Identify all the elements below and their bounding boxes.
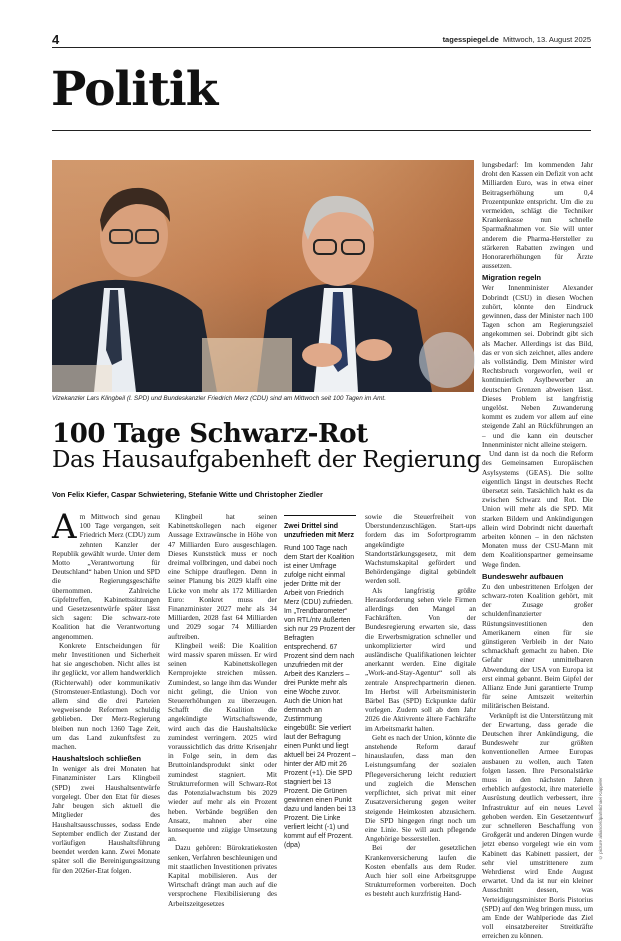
paragraph: Dazu gehören: Bürokratiekosten senken, Verfahren beschleunigen und mit staatlichen Investitionen privates Kapital mobilisieren. Aus der Wirtschaft drängt man auch auf die versprochene Flexibilisierung des Arbeitszeitgesetzes xyxy=(168,843,277,908)
photo-caption: Vizekanzler Lars Klingbeil (l. SPD) und Bundeskanzler Friedrich Merz (CDU) sind am Mittwoch seit 100 Tagen im Amt. xyxy=(52,395,386,402)
paragraph: Als langfristig größte Herausforderung sehen viele Firmen allerdings den Mangel an Fachkräften. Von der Bundesregierung erwarten sie, dass die Erwerbsmigration schneller und unkomplizierter wird und ausländische Qualifikationen leichter anerkannt werden. Eine digitale „Work-and-Stay-Agentur“ soll als zentrale Ansprechpartnerin dienen. Im Herbst will Arbeitsministerin Bärbel Bas (SPD) Eckpunkte dafür vorlegen. Zudem soll ab dem Jahr 2026 die Aktivrente ältere Fachkräfte im Arbeitsmarkt halten. xyxy=(365,585,476,733)
article-subhead: Das Hausaufgabenheft der Regierung xyxy=(52,447,481,473)
sidebar-title: Zwei Drittel sind unzufrieden mit Merz xyxy=(284,523,355,539)
paragraph: Klingbeil weiß: Die Koalition wird massiv sparen müssen. Er wird seinen Kabinettskollegen Kernprojekte streichen müssen. Zumindest, so lange ihm das Wunder nicht gelingt, die Union von Steuererhöhungen zu überzeugen. Schafft die Koalition die angekündigte Wirtschaftswende, wird auch das die Haushaltslücke zumindest verringern. 2025 wird voraussichtlich das dritte Krisenjahr in Folge sein, in dem das Bruttoinlandsprodukt sinkt oder zumindest stagniert. Mit Strukturreformen will Schwarz-Rot das Potenzialwachstum bis 2029 wieder auf mehr als ein Prozent heben. Verbände begrüßen den Ansatz, mahnen aber eine konsequente und zügige Umsetzung an. xyxy=(168,640,277,844)
header-divider xyxy=(52,47,591,48)
article-headline: 100 Tage Schwarz-Rot xyxy=(52,419,368,449)
article-byline: Von Felix Kiefer, Caspar Schwietering, Stefanie Witte und Christopher Ziedler xyxy=(52,490,323,499)
paragraph: Zu den unbestrittenen Erfolgen der schwarz-roten Koalition gehört, mit der Zusage großer schuldenfinanzierter Rüstungsinvestitionen den Amerikanern einen für sie günstigeren Verbleib in der Nato schmackhaft gemacht zu haben. Die Gefahr einer unmittelbaren Abwendung der USA von Europa ist erst einmal gebannt. Beim Gipfel der Allianz Ende Juni garantierte Trump für seine Amtszeit weiterhin militärischen Beistand. xyxy=(482,581,593,711)
paragraph: Verknüpft ist die Unterstützung mit der Erwartung, dass gerade die Deutschen ihrer Ankündigung, die Bundeswehr zur größten konventionellen Armee Europas ausbauen zu wollen, auch Taten folgen lassen. Ihre Personalstärke muss in den nächsten Jahren erheblich aufgestockt, ihre materielle Ausrüstung deutlich verbessert, ihre Infrastruktur auf ein neues Level gehoben werden. Ein Gesetzentwurf zur schnelleren Beschaffung von Großgerät und anderen Dingen wurde jetzt ebenso vorgelegt wie ein vom Kabinett das Kabinett passiert, der sehr viel umstrittenere zum Wehrdienst wird Ende August erwartet. Und da ist nur ein kleiner Ausschnitt dessen, was Verteidigungsminister Boris Pistorius (SPD) auf den Weg bringen muss, um am Ende der Wahlperiode das Ziel voll einsatzbereiter Streitkräfte erreichen zu können. xyxy=(482,710,593,941)
subheading-migration: Migration regeln xyxy=(482,273,542,283)
poll-sidebar xyxy=(284,522,356,850)
article-column-4 xyxy=(365,512,476,899)
paragraph: sowie die Steuerfreiheit von Überstundenzuschlägen. Start-ups fordern das im Sofortprogramm angekündigte Standortstärkungsgesetz, mit dem Wachstumskapital gefördert und Behördengänge digital gebündelt werden soll. xyxy=(365,512,476,586)
subheading-bundeswehr: Bundeswehr aufbauen xyxy=(482,571,564,581)
paragraph: lungsbedarf: Im kommenden Jahr droht den Kassen ein Defizit von acht Milliarden Euro, was in etwa einer Beitragserhöhung um 0,4 Prozentpunkte entspricht. Um die zu vermeiden, schlägt die Techniker Krankenkasse nun schnelle Sparmaßnahmen vor. Sie will unter anderem die Pharma-Hersteller zu stärkeren Rabatten zwingen und Honorarerhöhungen für Ärzte aussetzen. xyxy=(482,160,593,271)
subheading-budget: Haushaltsloch schließen xyxy=(52,754,142,764)
article-column-1 xyxy=(52,507,161,875)
paragraph: Konkrete Entscheidungen für mehr Investitionen und Sicherheit hat sie angeschoben. Nicht alles ist ihr geglückt, vor allem handwerklich (Richterwahl) oder kommunikativ (Stromsteuer-Entlastung). Doch vor allem sind die drei Parteien wegweisende Reformen schuldig geblieben. Der Merz-Regierung bleiben nun noch 1360 Tage Zeit, um das Land zukunftsfest zu machen. xyxy=(52,640,160,752)
article-column-5 xyxy=(482,160,593,941)
section-divider xyxy=(52,130,591,131)
page-number: 4 xyxy=(52,32,60,47)
lead-photo xyxy=(52,160,474,392)
paragraph: Und dann ist da noch die Reform des Gemeinsamen Europäischen Asylsystems (GEAS). Die sollte eigentlich längst in deutsches Recht übersetzt sein. Tatsächlich hakt es da zwischen Schwarz und Rot. Die Union will mehr als die SPD. Mit starken Bildern und Ankündigungen allein wird Dobrindt nicht dauerhaft arbeiten können – in den nächsten Monaten muss der CSU-Mann mit dem Koalitionspartner gemeinsame Wege finden. xyxy=(482,449,593,569)
lead-photo-illustration xyxy=(52,160,474,392)
paragraph: Bei der gesetzlichen Krankenversicherung laufen die Kosten ebenfalls aus dem Ruder. Auch hier soll eine Arbeitsgruppe Strukturreformen vorbereiten. Doch es besteht auch kurzfristig Hand- xyxy=(365,843,476,899)
header-meta xyxy=(443,35,591,44)
drop-cap: A xyxy=(52,507,77,547)
paragraph: Geht es nach der Union, könnte die anstehende Reform darauf hinauslaufen, dass man den Leistungsumfang der sozialen Pflegeversicherung leicht reduziert und zugleich die Menschen verpflichtet, sich privat mit einer Zusatzversicherung gegen weiter steigende Heimkosten abzusichern. Die SPD hingegen ringt noch um eine Linie. Sie will auch pflegende Angehörige besserstellen. xyxy=(365,732,476,844)
article-column-2 xyxy=(168,512,277,908)
issue-date: Mittwoch, 13. August 2025 xyxy=(503,35,591,44)
paragraph: Klingbeil hat seinen Kabinettskollegen nach eigener Aussage Extrawünsche in Höhe von 47 Milliarden Euro ausgeschlagen. Dieses Kunststück muss er noch dreimal vollbringen, und dabei noch eine Schippe drauflegen. Denn in seiner Planung bis 2029 klafft eine Lücke von mehr als 172 Milliarden Euro: Konkret muss der Finanzminister 2027 mehr als 34 Milliarden, 2028 fast 64 Milliarden und 2029 sogar 74 Milliarden auftreiben. xyxy=(168,512,277,641)
sidebar-text: Rund 100 Tage nach dem Start der Koalition ist einer Umfrage zufolge nicht einmal jeder Dritte mit der Arbeit von Friedrich Merz (CDU) zufrieden. Im „Trendbarometer“ von RTL/ntv äußerten sich nur 29 Prozent der Befragten entsprechend. 67 Prozent sind dem nach unzufrieden mit der Arbeit des Kanzlers – drei Punkte mehr als eine Woche zuvor. Auch die Union hat demnach an Zustimmung eingebüßt: Sie verliert laut der Befragung einen Punkt und liegt aktuell bei 24 Prozent – hinter der AfD mit 26 Prozent (+1). Die SPD stagniert bei 13 Prozent. Die Grünen gewinnen einen Punkt dazu und landen bei 13 Prozent. Die Linke verliert leicht (-1) und kommt auf elf Prozent. (dpa) xyxy=(284,545,357,849)
paragraph: Wer Innenminister Alexander Dobrindt (CSU) in diesen Wochen zuhört, könnte den Eindruck gewinnen, dass der Minister nach 100 Tagen schon am Regierungsziel angekommen sei. Dobrindt gibt sich als Macher. Allerdings ist das Bild, das er von sich zeichnet, alles andere als vollständig. Dem Minister wird Rechtsbruch vorgeworfen, weil er kontinuierlich Asylbewerber an deutschen Grenzen abweisen lässt. Dieses Problem ist langfristig ungelöst. Neben Zuwanderung kommt es zudem vor allem auf eine steigende Zahl an Rückführungen an – und die kann ein deutscher Innenminister nicht alleine steigern. xyxy=(482,283,593,449)
photo-credit: © picture alliance/dpa/Michael Kappeler xyxy=(598,777,603,860)
section-title: Politik xyxy=(51,62,218,117)
sidebar-divider xyxy=(284,515,356,516)
paragraph: In weniger als drei Monaten hat Finanzminister Lars Klingbeil (SPD) zwei Haushaltsentwürfe vorgelegt. Über den Etat für dieses Jahr beugen sich aktuell die Mitglieder des Haushaltsausschusses, sodass Ende September endlich der Zustand der vorläufigen Haushaltsführung beendet werden kann. Zwei Monate später soll die Bereinigungssitzung für den 2026er-Etat folgen. xyxy=(52,764,160,875)
intro-paragraph: Am Mittwoch sind genau 100 Tage vergangen, seit Friedrich Merz (CDU) zum zehnten Kanzler der Republik gewählt wurde. Unter dem Motto „Verantwortung für Deutschland“ haben Union und SPD die Regierungsgeschäfte übernommen. Zahlreiche Gipfeltreffen, Kabinettssitzungen und Gesetzesentwürfe später lässt sich sagen: Die schwarz-rote Koalition hat die Verantwortung angenommen. xyxy=(52,507,161,641)
site-name[interactable]: tagesspiegel.de xyxy=(442,35,499,44)
